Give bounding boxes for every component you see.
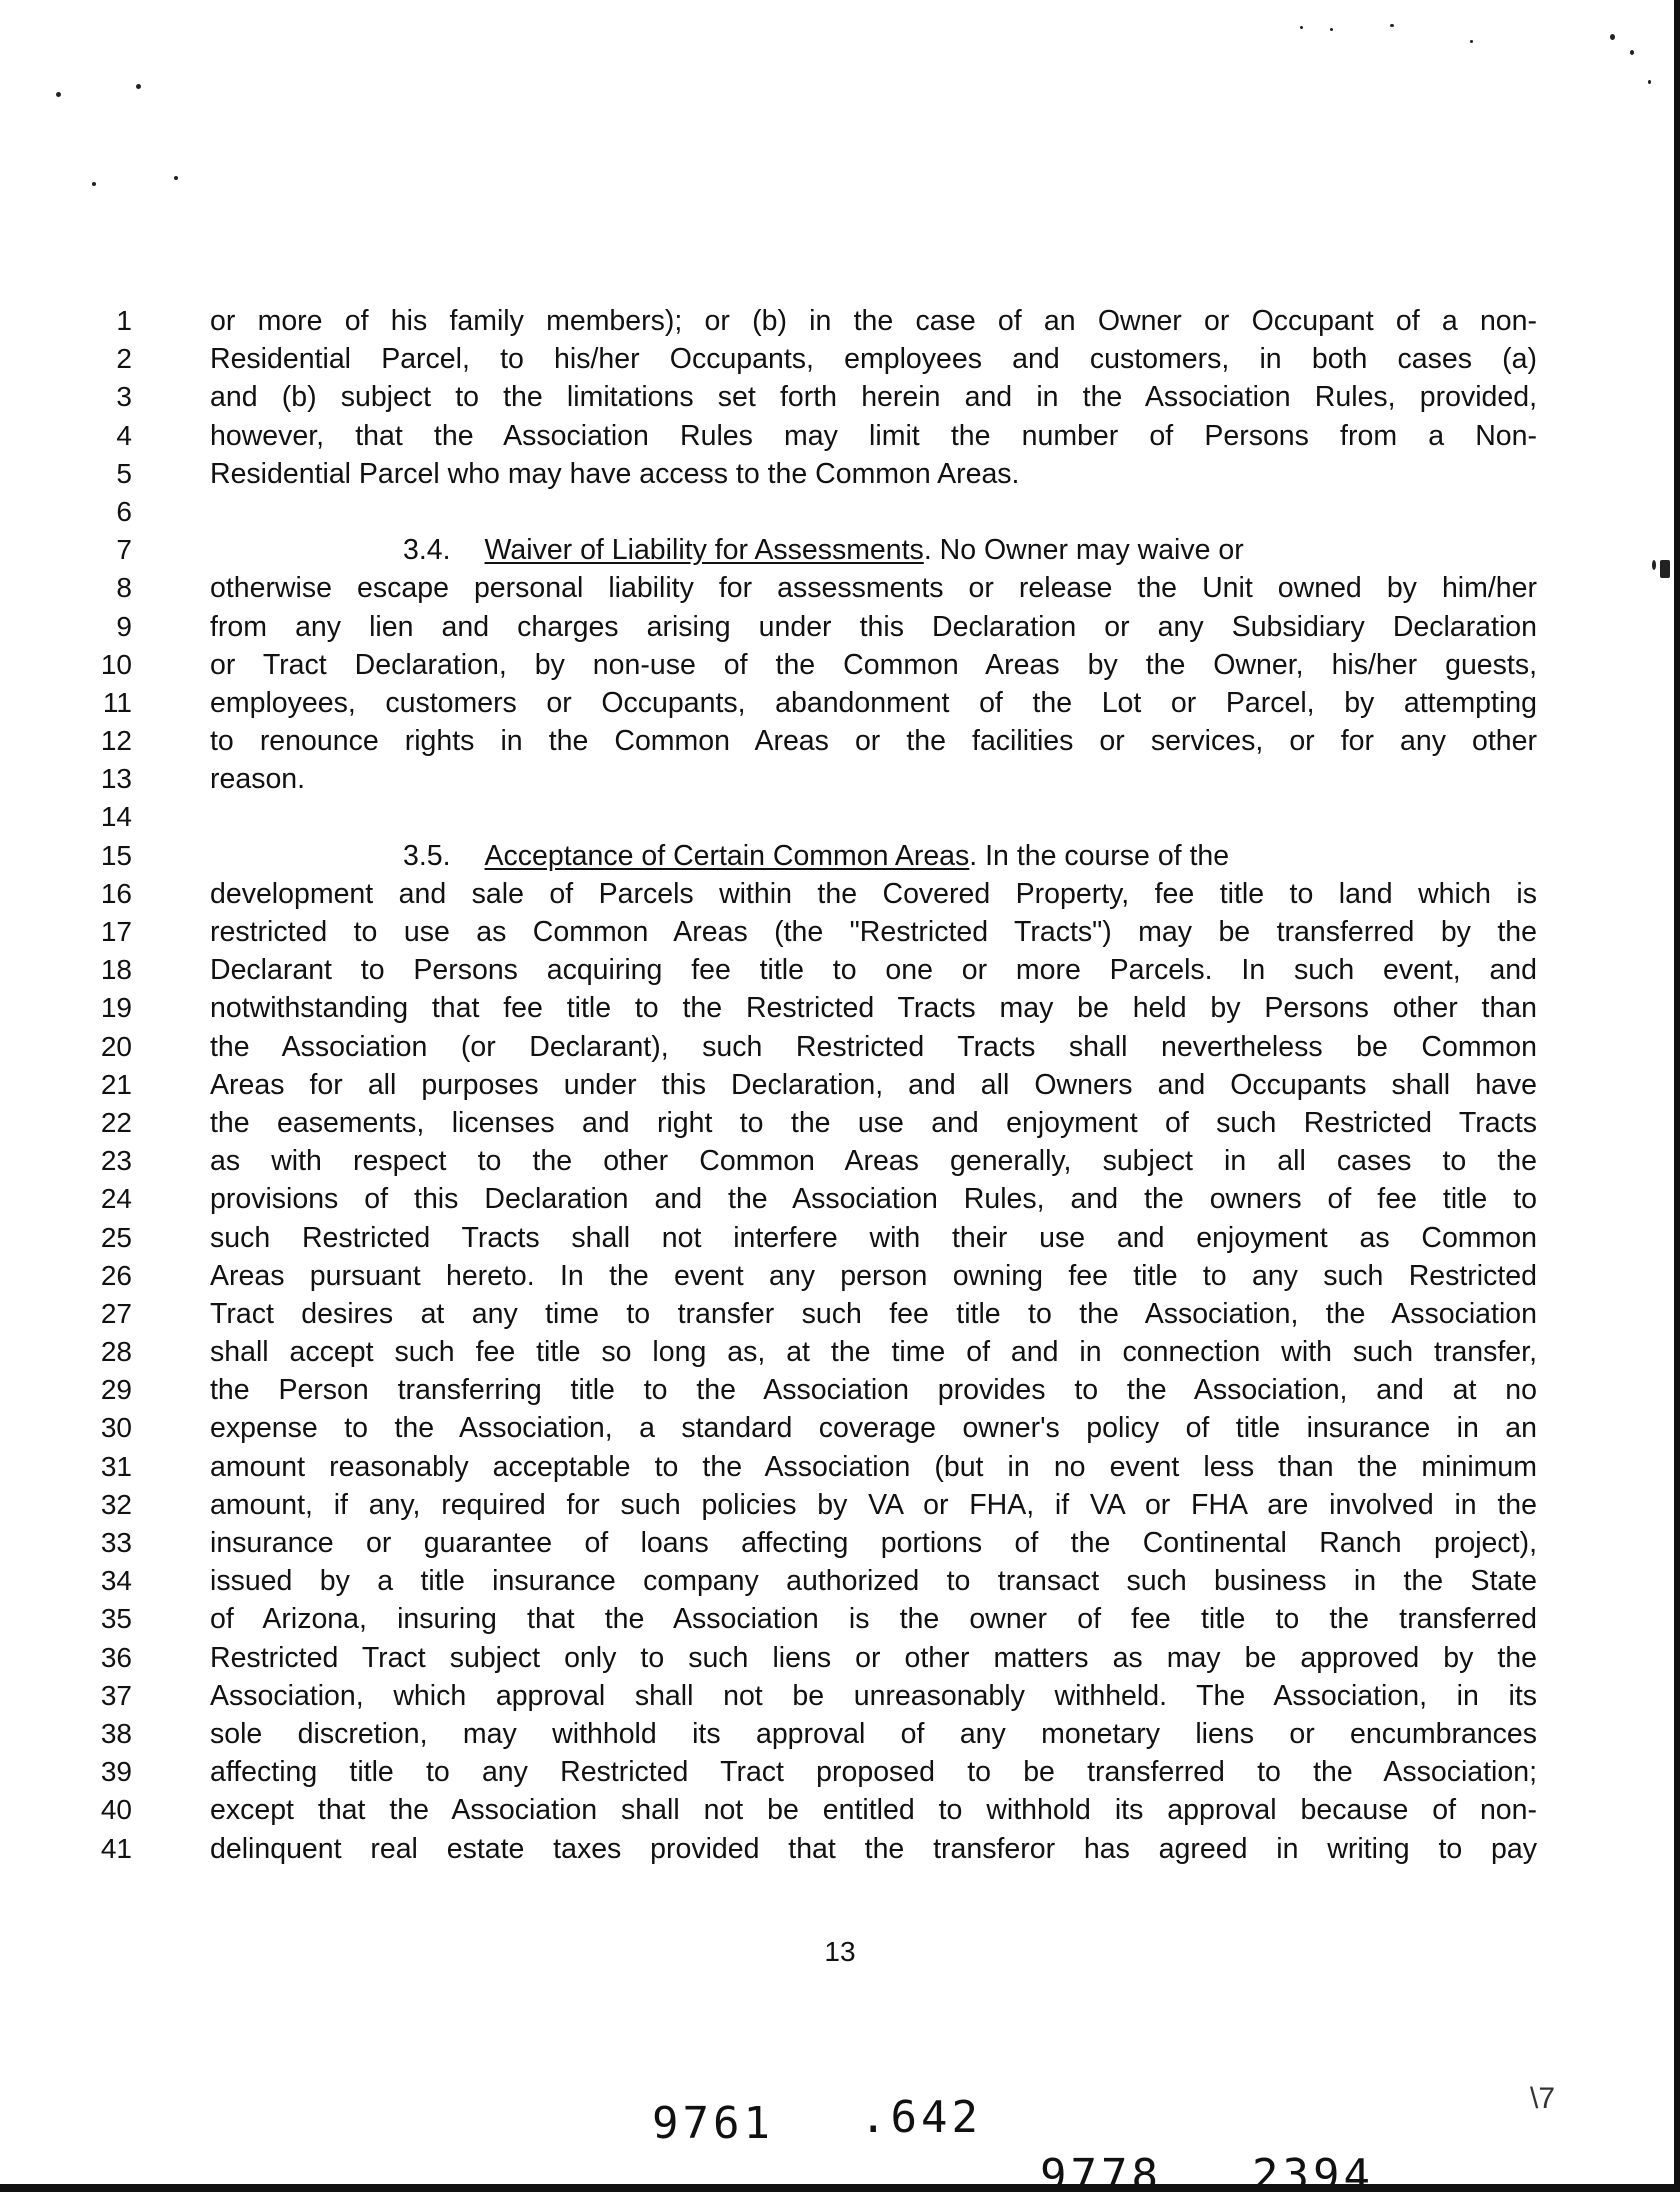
line-number: 28 bbox=[100, 1336, 132, 1368]
document-line bbox=[70, 493, 1470, 531]
line-number: 4 bbox=[116, 419, 132, 451]
document-line bbox=[70, 1791, 1537, 1829]
recording-stamp-right-b: 2394 bbox=[1252, 2150, 1374, 2201]
line-number: 13 bbox=[100, 763, 132, 795]
document-line bbox=[70, 1219, 1537, 1257]
document-line bbox=[70, 684, 1537, 722]
scan-speck bbox=[1648, 80, 1651, 84]
line-number: 15 bbox=[100, 839, 132, 871]
document-line bbox=[70, 798, 1470, 836]
line-text: Restricted Tract subject only to such liens or other matters as may be approved by the bbox=[210, 1641, 1537, 1674]
line-number: 2 bbox=[116, 343, 132, 375]
line-text: reason. bbox=[210, 763, 306, 796]
document-line bbox=[70, 760, 1470, 798]
document-line bbox=[70, 531, 1470, 569]
line-number: 18 bbox=[100, 954, 132, 986]
document-line bbox=[70, 1639, 1537, 1677]
line-number: 7 bbox=[116, 534, 132, 566]
line-text: notwithstanding that fee title to the Restricted Tracts may be held by Persons other than bbox=[210, 992, 1537, 1025]
recording-stamp-right-a: 9778 bbox=[1040, 2150, 1162, 2201]
line-text: or Tract Declaration, by non-use of the Common Areas by the Owner, his/her guests, bbox=[210, 648, 1537, 681]
section-lead-text: . No Owner may waive or bbox=[923, 534, 1244, 567]
line-text: otherwise escape personal liability for assessments or release the Unit owned by him/her bbox=[210, 572, 1537, 605]
document-line bbox=[70, 951, 1537, 989]
line-number: 23 bbox=[100, 1145, 132, 1177]
document-body bbox=[70, 302, 1537, 1868]
document-line bbox=[70, 1104, 1537, 1142]
line-text: except that the Association shall not be entitled to withhold its approval because of non- bbox=[210, 1794, 1537, 1827]
document-line bbox=[70, 1562, 1537, 1600]
line-number: 27 bbox=[100, 1297, 132, 1329]
line-text: affecting title to any Restricted Tract proposed to be transferred to the Association; bbox=[210, 1756, 1537, 1789]
line-number: 31 bbox=[100, 1450, 132, 1482]
line-number: 32 bbox=[100, 1488, 132, 1520]
scan-speck bbox=[1300, 26, 1303, 29]
document-line bbox=[70, 1830, 1537, 1868]
line-number: 16 bbox=[100, 877, 132, 909]
line-number: 38 bbox=[100, 1717, 132, 1749]
scan-speck bbox=[1652, 560, 1656, 570]
document-line bbox=[70, 1524, 1537, 1562]
line-text: restricted to use as Common Areas (the "Restricted Tracts") may be transferred by the bbox=[210, 916, 1537, 948]
line-text: expense to the Association, a standard coverage owner's policy of title insurance in an bbox=[210, 1412, 1537, 1445]
line-number: 21 bbox=[100, 1068, 132, 1100]
line-number: 8 bbox=[116, 572, 132, 604]
line-text: such Restricted Tracts shall not interfere with their use and enjoyment as Common bbox=[210, 1221, 1537, 1254]
line-number: 9 bbox=[116, 610, 132, 642]
scan-speck bbox=[174, 176, 178, 180]
document-line bbox=[70, 340, 1537, 378]
line-text: as with respect to the other Common Areas generally, subject in all cases to the bbox=[210, 1145, 1537, 1178]
document-line bbox=[70, 1677, 1537, 1715]
document-line bbox=[70, 1180, 1537, 1218]
line-text: from any lien and charges arising under this Declaration or any Subsidiary Declaration bbox=[210, 610, 1537, 643]
page-number: 13 bbox=[824, 1936, 856, 1967]
line-text: of Arizona, insuring that the Association is the owner of fee title to the transferred bbox=[210, 1603, 1537, 1636]
line-number: 30 bbox=[100, 1412, 132, 1444]
line-text: shall accept such fee title so long as, at the time of and in connection with such transfer, bbox=[210, 1336, 1537, 1369]
line-number: 37 bbox=[100, 1679, 132, 1711]
line-text: the Association (or Declarant), such Restricted Tracts shall nevertheless be Common bbox=[210, 1030, 1537, 1063]
line-number: 3 bbox=[116, 381, 132, 413]
line-text: or more of his family members); or (b) in the case of an Owner or Occupant of a non- bbox=[210, 305, 1537, 337]
line-number: 34 bbox=[100, 1565, 132, 1597]
section-lead-text: . In the course of the bbox=[969, 839, 1230, 872]
document-line bbox=[70, 646, 1537, 684]
line-number: 36 bbox=[100, 1641, 132, 1673]
document-line bbox=[70, 1448, 1537, 1486]
document-line bbox=[70, 1295, 1537, 1333]
document-line bbox=[70, 1066, 1537, 1104]
line-text: Areas for all purposes under this Declaration, and all Owners and Occupants shall have bbox=[210, 1068, 1537, 1101]
line-text: and (b) subject to the limitations set forth herein and in the Association Rules, provided, bbox=[210, 381, 1537, 414]
line-number: 5 bbox=[116, 457, 132, 489]
scan-speck bbox=[56, 92, 61, 97]
section-number: 3.5. bbox=[403, 839, 451, 872]
line-text: amount reasonably acceptable to the Association (but in no event less than the minimum bbox=[210, 1450, 1537, 1483]
line-text: insurance or guarantee of loans affecting portions of the Continental Ranch project), bbox=[210, 1527, 1537, 1559]
line-number: 11 bbox=[102, 686, 132, 718]
line-number: 25 bbox=[100, 1221, 132, 1253]
line-text: Areas pursuant hereto. In the event any person owning fee title to any such Restricted bbox=[210, 1259, 1537, 1292]
handwritten-corner-mark: \7 bbox=[1530, 2082, 1556, 2115]
line-text: the Person transferring title to the Association provides to the Association, and at no bbox=[210, 1374, 1537, 1407]
section-title: Waiver of Liability for Assessments bbox=[484, 534, 924, 567]
line-number: 40 bbox=[100, 1794, 132, 1826]
document-line bbox=[70, 1257, 1537, 1295]
line-number: 41 bbox=[100, 1832, 132, 1864]
scan-speck bbox=[1630, 50, 1634, 55]
line-text: Association, which approval shall not be unreasonably withheld. The Association, in its bbox=[210, 1679, 1537, 1712]
document-line bbox=[70, 569, 1537, 607]
recording-stamp-middle: .642 bbox=[860, 2092, 982, 2143]
line-number: 19 bbox=[100, 992, 132, 1024]
document-line bbox=[70, 1409, 1537, 1447]
line-text: sole discretion, may withhold its approval of any monetary liens or encumbrances bbox=[210, 1717, 1537, 1750]
line-text: delinquent real estate taxes provided that the transferor has agreed in writing to pay bbox=[210, 1832, 1537, 1865]
line-number: 22 bbox=[100, 1106, 132, 1138]
scan-speck bbox=[1660, 560, 1670, 578]
line-text: however, that the Association Rules may limit the number of Persons from a Non- bbox=[210, 419, 1537, 452]
document-line bbox=[70, 989, 1537, 1027]
line-text: provisions of this Declaration and the Association Rules, and the owners of fee title to bbox=[210, 1183, 1537, 1216]
line-number: 14 bbox=[100, 801, 132, 833]
document-line bbox=[70, 608, 1537, 646]
recording-stamp-left: 9761 bbox=[652, 2098, 774, 2149]
line-number: 17 bbox=[100, 916, 132, 947]
document-line bbox=[70, 1371, 1537, 1409]
line-text: Declarant to Persons acquiring fee title to one or more Parcels. In such event, and bbox=[210, 954, 1537, 987]
line-number: 20 bbox=[100, 1030, 132, 1062]
document-line bbox=[70, 302, 1537, 340]
document-line bbox=[70, 913, 1537, 951]
line-text: to renounce rights in the Common Areas or the facilities or services, or for any other bbox=[210, 725, 1537, 758]
document-line bbox=[70, 378, 1537, 416]
document-line bbox=[70, 1753, 1537, 1791]
scan-speck bbox=[1390, 24, 1394, 27]
document-line bbox=[70, 1715, 1537, 1753]
line-text: development and sale of Parcels within the Covered Property, fee title to land which is bbox=[210, 877, 1537, 910]
line-text: Residential Parcel, to his/her Occupants, employees and customers, in both cases (a) bbox=[210, 343, 1537, 376]
line-text bbox=[210, 837, 1537, 875]
line-number: 1 bbox=[116, 305, 132, 336]
line-text: Residential Parcel who may have access to the Common Areas. bbox=[210, 457, 1020, 490]
line-number: 6 bbox=[116, 495, 132, 527]
line-number: 26 bbox=[100, 1259, 132, 1291]
line-number: 39 bbox=[100, 1756, 132, 1788]
line-text: the easements, licenses and right to the use and enjoyment of such Restricted Tracts bbox=[210, 1106, 1537, 1139]
document-line bbox=[70, 875, 1537, 913]
line-text: issued by a title insurance company authorized to transact such business in the State bbox=[210, 1565, 1537, 1598]
line-text: employees, customers or Occupants, abandonment of the Lot or Parcel, by attempting bbox=[210, 686, 1537, 719]
document-line bbox=[70, 1600, 1537, 1638]
line-number: 24 bbox=[100, 1183, 132, 1215]
document-line bbox=[70, 1028, 1537, 1066]
scan-speck bbox=[1330, 28, 1333, 31]
document-line bbox=[70, 837, 1470, 875]
document-line bbox=[70, 417, 1537, 455]
section-title: Acceptance of Certain Common Areas bbox=[484, 839, 970, 872]
document-line bbox=[70, 1333, 1537, 1371]
line-text bbox=[210, 531, 1537, 569]
scan-speck bbox=[92, 182, 96, 186]
line-number: 33 bbox=[100, 1527, 132, 1558]
scan-speck bbox=[1610, 34, 1615, 40]
line-number: 29 bbox=[100, 1374, 132, 1406]
section-number: 3.4. bbox=[403, 534, 451, 567]
line-text: amount, if any, required for such policies by VA or FHA, if VA or FHA are involved in the bbox=[210, 1488, 1537, 1521]
line-number: 35 bbox=[100, 1603, 132, 1635]
document-line bbox=[70, 1142, 1537, 1180]
line-text: Tract desires at any time to transfer such fee title to the Association, the Association bbox=[210, 1297, 1537, 1330]
line-number: 10 bbox=[100, 648, 132, 680]
scan-speck bbox=[136, 84, 141, 89]
scan-speck bbox=[1470, 40, 1473, 43]
document-line bbox=[70, 1486, 1537, 1524]
document-line bbox=[70, 455, 1470, 493]
line-number: 12 bbox=[100, 725, 132, 757]
document-line bbox=[70, 722, 1537, 760]
